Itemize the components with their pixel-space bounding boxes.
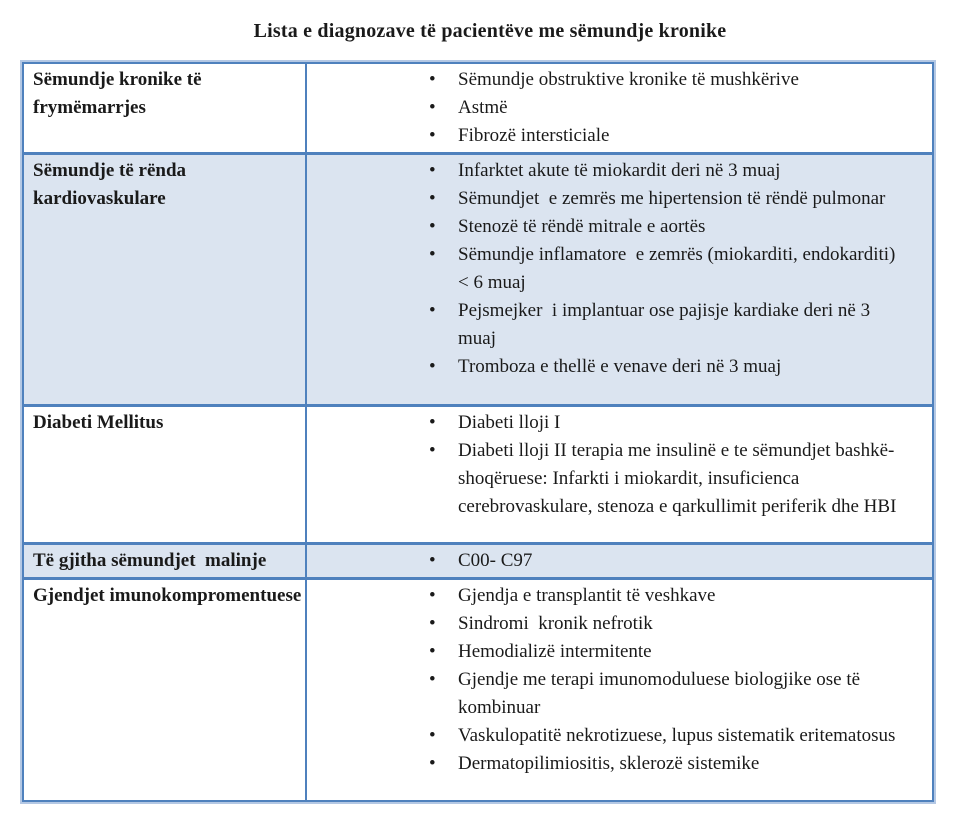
diagnosis-text: Tromboza e thellë e venave deri në 3 muaj	[458, 356, 782, 377]
diagnoses-table	[22, 62, 934, 802]
bullet-icon: •	[429, 585, 436, 606]
diagnosis-text: Sindromi kronik nefrotik	[458, 613, 653, 634]
diagnoses-table-body	[23, 63, 933, 801]
diagnosis-text: Fibrozë intersticiale	[458, 125, 610, 146]
bullet-icon: •	[429, 125, 436, 146]
diagnosis-text: Astmë	[458, 97, 508, 118]
diagnosis-item	[307, 666, 908, 722]
bullet-icon: •	[429, 216, 436, 237]
diagnosis-item	[307, 437, 908, 521]
diagnoses-cell	[306, 406, 933, 544]
bullet-icon: •	[429, 725, 436, 746]
diagnosis-item	[307, 610, 908, 638]
table-row	[23, 544, 933, 579]
diagnosis-text: Vaskulopatitë nekrotizuese, lupus sistematik eritematosus	[458, 725, 896, 746]
diagnosis-item	[307, 66, 908, 94]
bullet-icon: •	[429, 97, 436, 118]
diagnoses-cell	[306, 544, 933, 579]
category-cell	[23, 544, 306, 579]
diagnosis-text: Pejsmejker i implantuar ose pajisje kardiake deri në 3 muaj	[458, 300, 875, 349]
category-cell	[23, 63, 306, 154]
diagnosis-item	[307, 94, 908, 122]
diagnosis-text: Hemodializë intermitente	[458, 641, 652, 662]
diagnosis-text: Diabeti lloji II terapia me insulinë e te sëmundjet bashkë-shoqëruese: Infarkti i miokardit, insuficienca cerebrovaskulare, stenoza e qarkullimit periferik dhe HBI	[458, 440, 897, 517]
bullet-icon: •	[429, 69, 436, 90]
bullet-icon: •	[429, 669, 436, 690]
diagnosis-item	[307, 122, 908, 150]
diagnosis-item	[307, 638, 908, 666]
diagnosis-item	[307, 157, 908, 185]
category-cell	[23, 154, 306, 406]
diagnoses-cell	[306, 154, 933, 406]
diagnosis-item	[307, 213, 908, 241]
diagnosis-item	[307, 582, 908, 610]
diagnoses-cell	[306, 63, 933, 154]
table-row	[23, 406, 933, 544]
category-cell	[23, 406, 306, 544]
bullet-icon: •	[429, 550, 436, 571]
diagnosis-item	[307, 750, 908, 778]
bullet-icon: •	[429, 356, 436, 377]
table-row	[23, 154, 933, 406]
category-label: Gjendjet imunokompromentuese	[33, 585, 302, 606]
document-title: Lista e diagnozave të pacientëve me sëmundje kronike	[253, 20, 727, 42]
diagnosis-item	[307, 409, 908, 437]
category-cell	[23, 579, 306, 801]
bullet-icon: •	[429, 244, 436, 265]
diagnosis-item	[307, 297, 908, 353]
diagnosis-text: Stenozë të rëndë mitrale e aortës	[458, 216, 706, 237]
category-label: Diabeti Mellitus	[33, 412, 164, 433]
bullet-icon: •	[429, 613, 436, 634]
category-label: Sëmundje të rënda kardiovaskulare	[33, 160, 191, 209]
bullet-icon: •	[429, 300, 436, 321]
bullet-icon: •	[429, 188, 436, 209]
diagnosis-item	[307, 722, 908, 750]
bullet-icon: •	[429, 160, 436, 181]
diagnosis-text: Diabeti lloji I	[458, 412, 561, 433]
diagnosis-text: Infarktet akute të miokardit deri në 3 muaj	[458, 160, 781, 181]
diagnosis-text: Sëmundje inflamatore e zemrës (miokarditi, endokarditi) < 6 muaj	[458, 244, 901, 293]
diagnosis-text: Sëmundje obstruktive kronike të mushkërive	[458, 69, 799, 90]
category-label: Sëmundje kronike të frymëmarrjes	[33, 69, 207, 118]
diagnosis-text: C00- C97	[458, 550, 533, 571]
bullet-icon: •	[429, 440, 436, 461]
diagnosis-text: Gjendje me terapi imunomoduluese biologjike ose të kombinuar	[458, 669, 865, 718]
diagnosis-text: Dermatopilimiositis, sklerozë sistemike	[458, 753, 760, 774]
diagnosis-item	[307, 547, 908, 575]
table-row	[23, 579, 933, 801]
diagnosis-text: Sëmundjet e zemrës me hipertension të rëndë pulmonar	[458, 188, 886, 209]
diagnosis-item	[307, 241, 908, 297]
diagnoses-cell	[306, 579, 933, 801]
diagnosis-text: Gjendja e transplantit të veshkave	[458, 585, 716, 606]
table-row	[23, 63, 933, 154]
category-label: Të gjitha sëmundjet malinje	[33, 550, 267, 571]
bullet-icon: •	[429, 412, 436, 433]
bullet-icon: •	[429, 753, 436, 774]
bullet-icon: •	[429, 641, 436, 662]
diagnosis-item	[307, 353, 908, 381]
diagnosis-item	[307, 185, 908, 213]
